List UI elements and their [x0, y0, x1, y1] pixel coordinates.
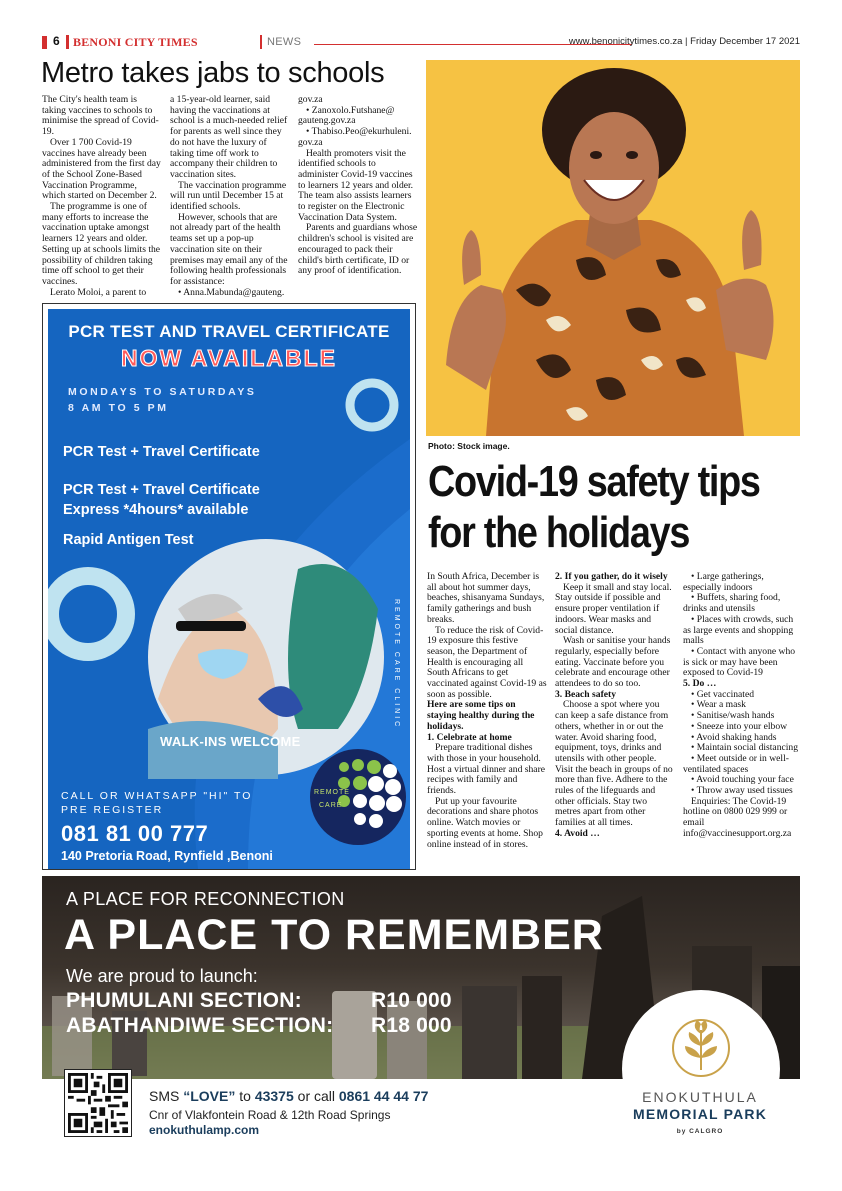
opening-days: MONDAYS TO SATURDAYS — [68, 386, 257, 398]
list-item: • Large gatherings, especially indoors — [683, 571, 764, 593]
article-headline: Metro takes jabs to schools — [41, 57, 385, 89]
headline-line: Covid-19 safety tips — [428, 457, 760, 506]
list-item: • Sneeze into your elbow — [691, 720, 788, 732]
paragraph: The vaccination programme will run until December 15 at identified schools. — [170, 179, 287, 213]
photo-caption: Photo: Stock image. — [428, 441, 510, 451]
page-header — [42, 34, 800, 50]
paragraph: Parents and guardians whose children's school is visited are encouraged to pack their child's birth certificate, ID or any proof of identification. — [298, 222, 418, 277]
phone-number: 081 81 00 777 — [61, 821, 209, 846]
sms-call-line — [149, 1088, 428, 1104]
list-item: • Buffets, sharing food, drinks and utensils — [683, 592, 781, 615]
park-address: Cnr of Vlakfontein Road & 12th Road Springs — [149, 1108, 391, 1122]
paragraph: Over 1 700 Covid-19 vaccines have already been administered from the first day of the School Zone-Based Vaccination Programme, which started on December 2. — [42, 136, 161, 202]
service-item: Rapid Antigen Test — [63, 532, 194, 548]
qr-code-icon[interactable] — [64, 1069, 132, 1137]
cta-line: PRE REGISTER — [61, 804, 164, 816]
section-price: R10 000 — [371, 989, 452, 1012]
article-column — [683, 572, 801, 840]
article-column — [427, 572, 547, 850]
list-item: • Avoid shaking hands — [691, 731, 777, 743]
brand-name: ENOKUTHULA — [642, 1089, 758, 1105]
section-name: ABATHANDIWE SECTION: — [66, 1014, 334, 1037]
now-available-label: NOW AVAILABLE — [121, 345, 337, 371]
enokuthula-logo-badge — [622, 990, 780, 1148]
subhead: Here are some tips on staying healthy during the holidays. — [427, 699, 535, 732]
leaf-emblem-icon — [622, 990, 780, 1148]
service-item: PCR Test + Travel Certificate — [63, 482, 260, 498]
launch-label: We are proud to launch: — [66, 966, 258, 986]
qr-code — [68, 1073, 128, 1133]
list-item: • Throw away used tissues — [691, 785, 793, 797]
section-name: PHUMULANI SECTION: — [66, 989, 302, 1012]
list-item: • Maintain social distancing — [691, 742, 799, 754]
paragraph: • Thabiso.Peo@ekurhuleni. gov.za — [298, 126, 412, 148]
paragraph: To reduce the risk of Covid-19 exposure this festive season, the Department of Health is encouraging all South Africans to get vaccinated against Covid-19 as soon as possible. — [427, 624, 547, 700]
article-column — [555, 572, 673, 840]
article-column — [42, 95, 162, 298]
list-item: • Sanitise/wash hands — [691, 710, 775, 722]
paragraph: In South Africa, December is all about hot summer days, beaches, shisanyama Sundays, family gatherings and bush breaks. — [427, 571, 545, 625]
remote-care-logo-text: CARE — [319, 802, 343, 809]
subhead: 2. If you gather, do it wisely — [555, 571, 668, 582]
site-and-date: www.benonicitytimes.co.za | Friday December 17 2021 — [568, 36, 800, 47]
subhead: 5. Do … — [683, 678, 717, 690]
list-item: • Meet outside or in well-ventilated spaces — [683, 752, 789, 775]
clinic-address: 140 Pretoria Road, Rynfield ,Benoni — [61, 849, 273, 863]
headline-line: for the holidays — [428, 508, 690, 557]
paragraph: Choose a spot where you can keep a safe distance from others, whether in or out the water. Avoid sharing food, equipment, toys, drinks and utensils with other people. Visit the beach in groups of no more than five. Adhere to the rules of the lifeguards and other officials. Stay two metres apart from other families at all times. — [555, 699, 673, 829]
subhead: 1. Celebrate at home — [427, 731, 512, 743]
list-item: • Places with crowds, such as large events and shopping malls — [683, 613, 794, 647]
paragraph: Lerato Moloi, a parent to — [50, 286, 147, 298]
clinic-vertical-label: REMOTE CARE CLINIC — [393, 599, 400, 730]
paragraph: Put up your favourite decorations and share photos online. Watch movies or sporting events at home. Shop online instead of in stores. — [427, 795, 543, 850]
paragraph: Keep it small and stay local. Stay outside if possible and ensure proper ventilation if indoors. Wear masks and social distance. — [555, 581, 672, 636]
list-item: • Wear a mask — [691, 699, 746, 711]
sms-keyword: “LOVE” — [183, 1088, 236, 1104]
paragraph: Health promoters visit the identified schools to administer Covid-19 vaccines to learners 12 years and older. The team also assists learners to register on the Electronic Vaccination Data System. — [298, 147, 414, 223]
article-headline — [428, 456, 760, 558]
paragraph: Prepare traditional dishes with those in your household. Host a virtual dinner and share recipes with family and friends. — [427, 742, 546, 797]
article-column — [170, 95, 288, 298]
paragraph: The City's health team is taking vaccines to schools to minimise the spread of Covid-19. — [42, 94, 159, 138]
service-item: PCR Test + Travel Certificate — [63, 444, 260, 460]
paragraph: • Zanoxolo.Futshane@ gauteng.gov.za — [298, 104, 395, 127]
paragraph: • Anna.Mabunda@gauteng. — [178, 286, 285, 298]
article-column — [298, 95, 418, 277]
remote-care-logo-text: REMOTE — [314, 789, 350, 796]
paragraph: gov.za — [298, 94, 323, 105]
advert-kicker: A PLACE FOR RECONNECTION — [66, 889, 345, 909]
pcr-advert — [48, 309, 410, 869]
cta-line: CALL OR WHATSAPP "HI" TO — [61, 790, 253, 802]
list-item: • Contact with anyone who is sick or may have been exposed to Covid-19 — [683, 645, 796, 679]
ring-icon — [350, 383, 394, 427]
publication-name: BENONI CITY TIMES — [73, 35, 198, 49]
header-accent-bar — [42, 36, 47, 49]
sms-text: to — [235, 1088, 255, 1104]
ring-icon — [50, 576, 126, 652]
stock-photo-smiling-man — [426, 60, 800, 436]
page-number: 6 — [53, 34, 60, 48]
subhead: 4. Avoid … — [555, 827, 600, 839]
list-item: • Get vaccinated — [691, 688, 755, 700]
section-name: NEWS — [267, 36, 302, 48]
service-item: Express *4hours* available — [63, 502, 249, 518]
advert-title: PCR TEST AND TRAVEL CERTIFICATE — [68, 322, 390, 341]
person-illustration — [426, 60, 800, 436]
paragraph: The programme is one of many efforts to increase the vaccination uptake amongst learners 12 years and older. Setting up at schools limits the possibility of children taking time off school to get their vaccines. — [42, 201, 161, 287]
header-separator — [260, 35, 262, 49]
sms-number: 43375 — [254, 1088, 294, 1104]
paragraph: However, schools that are not already part of the health teams set up a pop-up vaccination site on their premises may email any of the following health professionals for assistance: — [170, 211, 288, 287]
sms-text: or call — [293, 1088, 339, 1104]
paragraph: Enquiries: The Covid-19 hotline on 0800 029 999 or email info@vaccinesupport.org.za — [683, 795, 792, 839]
paragraph: Wash or sanitise your hands regularly, especially before eating. Vaccinate before you celebrate and encourage other attendees to do so too. — [555, 635, 671, 690]
sms-text: SMS — [149, 1088, 184, 1104]
section-price-row — [66, 1014, 452, 1038]
section-price-row — [66, 989, 452, 1013]
advert-headline: A PLACE TO REMEMBER — [64, 911, 604, 959]
header-separator — [66, 35, 69, 49]
subhead: 3. Beach safety — [555, 688, 617, 700]
paragraph: a 15-year-old learner, said having the vaccinations at school is a much-needed relief for parents as well since they do not have the luxury of taking time off work to accompany their children to vaccination sites. — [170, 94, 288, 180]
call-to-action — [61, 789, 252, 817]
call-number: 0861 44 44 77 — [338, 1088, 429, 1104]
opening-hours — [68, 384, 257, 416]
walk-ins-label: WALK-INS WELCOME — [160, 734, 301, 749]
section-price: R18 000 — [371, 1014, 452, 1037]
list-item: • Avoid touching your face — [691, 774, 794, 786]
brand-parent: by CALGRO — [676, 1128, 724, 1135]
brand-subtitle: MEMORIAL PARK — [632, 1106, 768, 1122]
opening-times: 8 AM TO 5 PM — [68, 402, 169, 414]
website-link[interactable]: enokuthulamp.com — [149, 1123, 260, 1137]
